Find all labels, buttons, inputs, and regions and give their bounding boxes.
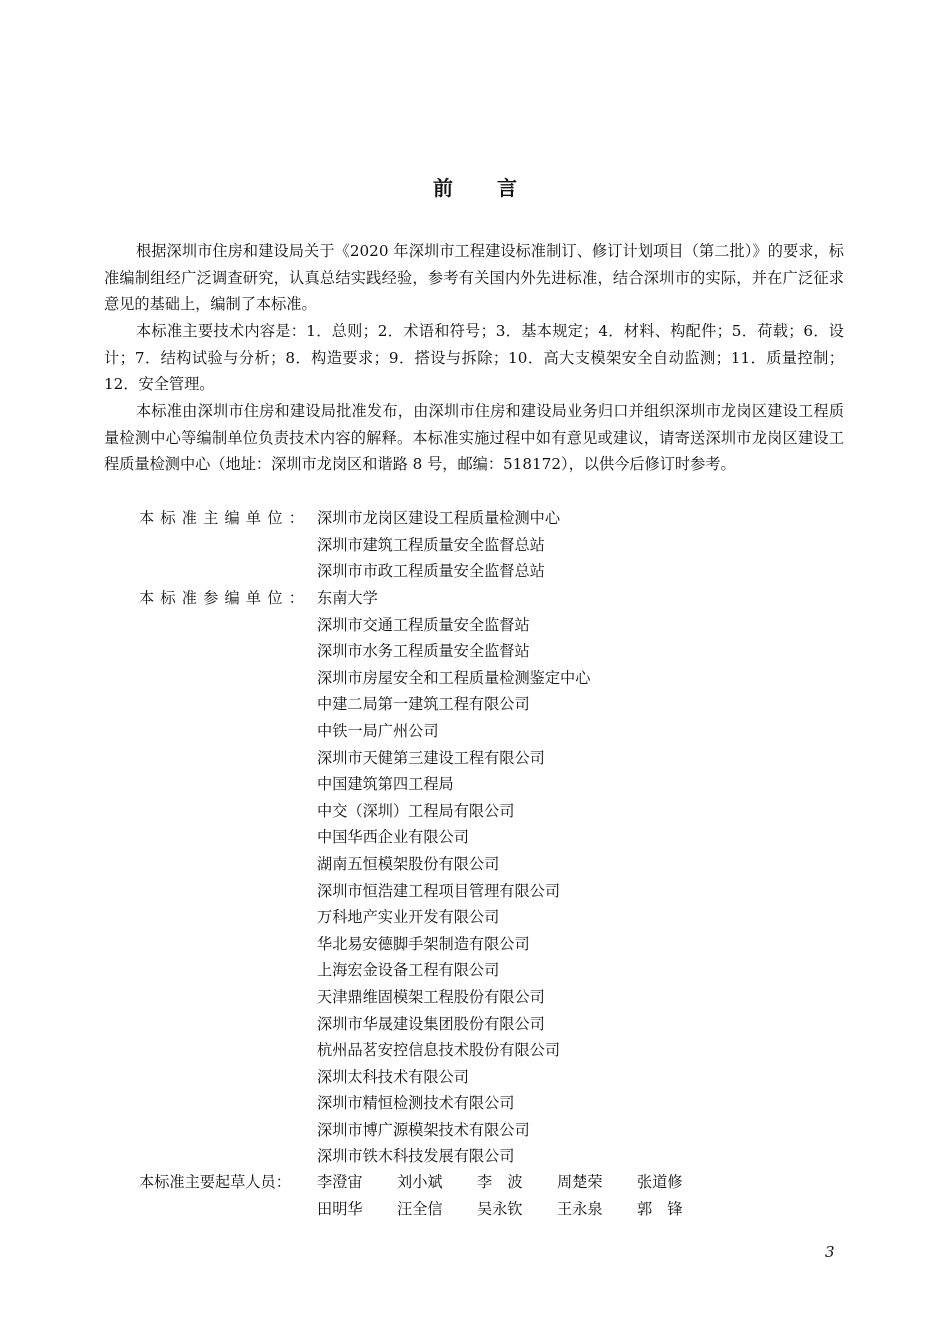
drafter-name: 周楚荣 (557, 1173, 603, 1191)
list-item: 深圳市恒浩建工程项目管理有限公司 (317, 881, 560, 900)
list-item: 深圳市精恒检测技术有限公司 (317, 1094, 515, 1113)
paragraph-text: 本标准主要技术内容是：1．总则；2．术语和符号；3．基本规定；4．材料、构配件；5．荷载；6．设计；7．结构试验与分析；8．构造要求；9．搭设与拆除；10．高大支模架安全自动监测；11．质量控制；12．安全管理。 (104, 322, 844, 394)
list-item: 湖南五恒模架股份有限公司 (317, 854, 500, 873)
co-editors-label-row (139, 585, 317, 612)
page-title (0, 172, 950, 201)
list-item: 中铁一局广州公司 (317, 721, 439, 740)
co-editors-label: 本标准参编单位： (139, 589, 311, 607)
title-char-2: 言 (497, 176, 517, 200)
list-item: 深圳市龙岗区建设工程质量检测中心 (317, 509, 560, 527)
list-item: 上海宏金设备工程有限公司 (317, 961, 500, 980)
list-item: 深圳市华晟建设集团股份有限公司 (317, 1014, 545, 1033)
drafter-name: 吴永钦 (477, 1199, 523, 1218)
chief-editors-list (317, 505, 560, 585)
list-item: 深圳太科技术有限公司 (317, 1067, 469, 1086)
co-editors-list (317, 585, 590, 1170)
drafters-label: 本标准主要起草人员： (139, 1173, 291, 1191)
drafters-row (317, 1169, 717, 1196)
list-item: 深圳市建筑工程质量安全监督总站 (317, 535, 545, 554)
list-item: 深圳市水务工程质量安全监督站 (317, 642, 530, 661)
drafter-name: 王永泉 (557, 1199, 603, 1218)
drafter-name: 李 波 (477, 1173, 523, 1191)
chief-editors-label-row (139, 505, 317, 532)
title-char-1: 前 (433, 176, 453, 200)
drafter-name: 田明华 (317, 1199, 363, 1218)
list-item: 深圳市博广源模架技术有限公司 (317, 1120, 530, 1139)
page-number: 3 (825, 1243, 835, 1261)
paragraph-2 (104, 318, 844, 398)
list-item: 东南大学 (317, 589, 378, 607)
list-item: 中国华西企业有限公司 (317, 828, 469, 847)
list-item: 中交（深圳）工程局有限公司 (317, 801, 515, 820)
drafter-name: 汪全信 (397, 1199, 443, 1218)
chief-editors-label: 本标准主编单位： (139, 509, 311, 527)
list-item: 深圳市房屋安全和工程质量检测鉴定中心 (317, 668, 591, 687)
list-item: 华北易安德脚手架制造有限公司 (317, 934, 530, 953)
list-item: 中国建筑第四工程局 (317, 775, 454, 794)
list-item: 万科地产实业开发有限公司 (317, 908, 500, 927)
paragraph-text: 根据深圳市住房和建设局关于《2020 年深圳市工程建设标准制订、修订计划项目（第二批）》的要求，标准编制组经广泛调查研究，认真总结实践经验，参考有关国内外先进标准，结合深圳市的实际，并在广泛征求意见的基础上，编制了本标准。 (104, 242, 844, 314)
list-item: 深圳市铁木科技发展有限公司 (317, 1147, 515, 1166)
list-item: 深圳市市政工程质量安全监督总站 (317, 562, 545, 581)
list-item: 天津鼎维固模架工程股份有限公司 (317, 987, 545, 1006)
drafter-name: 张道修 (637, 1173, 683, 1191)
paragraph-1 (104, 238, 844, 318)
list-item: 杭州品茗安控信息技术股份有限公司 (317, 1041, 560, 1060)
drafter-name: 刘小斌 (397, 1173, 443, 1191)
list-item: 中建二局第一建筑工程有限公司 (317, 695, 530, 714)
drafters-label-row (139, 1169, 317, 1196)
list-item: 深圳市天健第三建设工程有限公司 (317, 748, 545, 767)
paragraph-text: 本标准由深圳市住房和建设局批准发布，由深圳市住房和建设局业务归口并组织深圳市龙岗区建设工程质量检测中心等编制单位负责技术内容的解释。本标准实施过程中如有意见或建议，请寄送深圳市龙岗区建设工程质量检测中心（地址：深圳市龙岗区和谐路 8 号，邮编：518172），以供今后修订时参考。 (104, 402, 844, 474)
paragraph-3 (104, 398, 844, 478)
drafter-name: 李澄宙 (317, 1173, 363, 1191)
drafters-row (317, 1196, 717, 1223)
drafter-name: 郭 锋 (637, 1199, 683, 1218)
list-item: 深圳市交通工程质量安全监督站 (317, 615, 530, 634)
drafters-list (317, 1169, 717, 1222)
